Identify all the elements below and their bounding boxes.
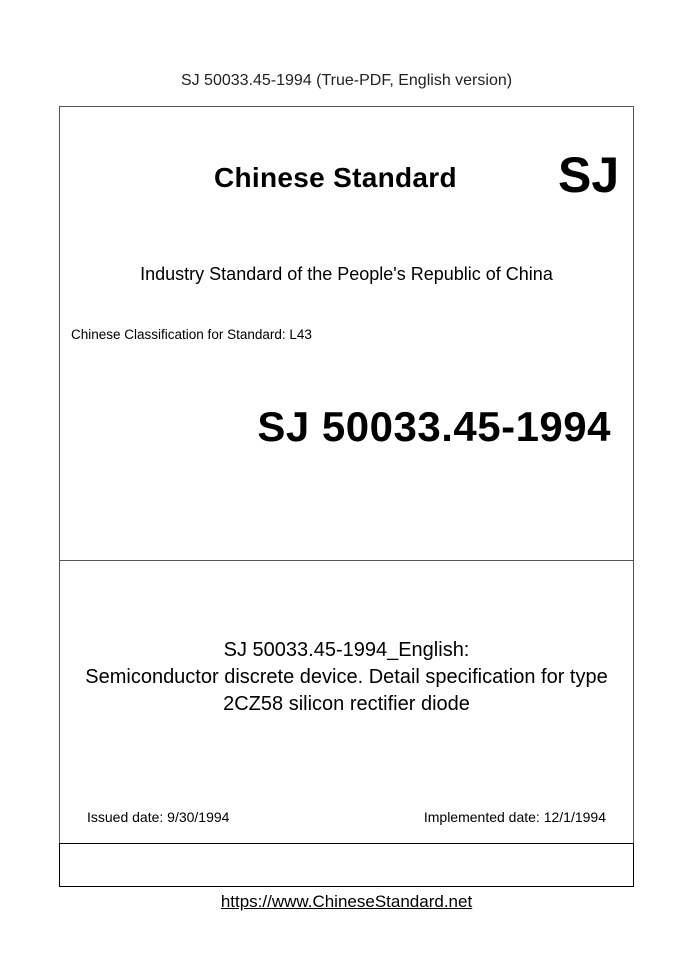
footer (0, 892, 693, 912)
document-title-line-3: 2CZ58 silicon rectifier diode (223, 693, 470, 715)
industry-standard-line: Industry Standard of the People's Republic of China (140, 264, 553, 284)
page-header: SJ 50033.45-1994 (True-PDF, English version) (180, 72, 513, 89)
document-title-line-2: Semiconductor discrete device. Detail specification for type (85, 666, 608, 688)
document-title (59, 637, 634, 718)
website-link[interactable]: https://www.ChineseStandard.net (220, 892, 473, 911)
standard-number: SJ 50033.45-1994 (257, 403, 611, 450)
implemented-date: Implemented date: 12/1/1994 (423, 809, 606, 825)
issued-date: Issued date: 9/30/1994 (87, 809, 230, 825)
classification-line: Chinese Classification for Standard: L43 (71, 327, 312, 342)
cover-bottom-panel (59, 843, 634, 887)
document-title-line-1: SJ 50033.45-1994_English: (223, 639, 470, 661)
sj-mark: SJ (558, 147, 620, 203)
cover-title: Chinese Standard (214, 162, 457, 193)
